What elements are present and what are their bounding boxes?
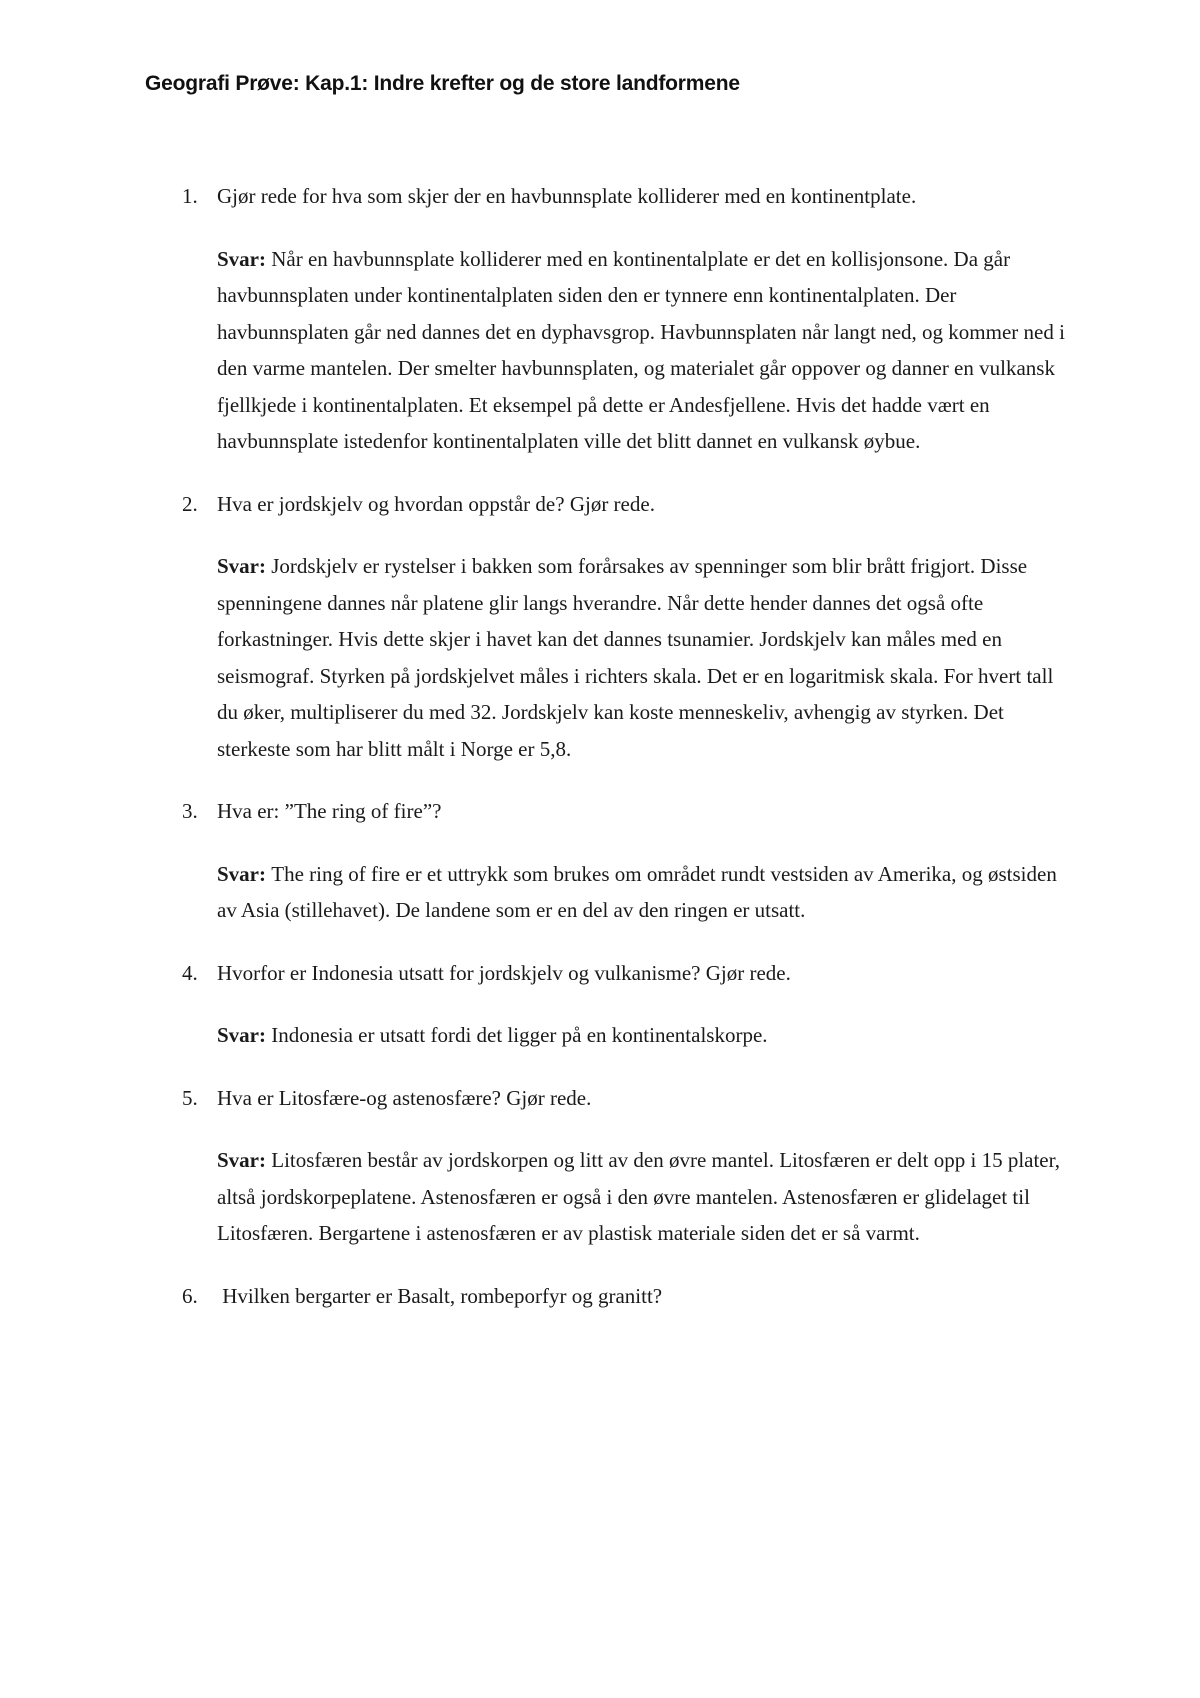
answer-block bbox=[217, 856, 1077, 929]
question-number: 6. bbox=[182, 1283, 198, 1308]
answer-text: Litosfæren består av jordskorpen og litt av den øvre mantel. Litosfæren er delt opp i 15 plater, altså jordskorpeplatene. Astenosfæren er også i den øvre mantelen. Astenosfæren er glidelaget til Litosfæren. Bergartene i astenosfæren er av plastisk materiale siden det er så varmt. bbox=[217, 1148, 1061, 1245]
question-number: 3. bbox=[182, 799, 198, 823]
question-text: Hva er jordskjelv og hvordan oppstår de? Gjør rede. bbox=[217, 491, 655, 516]
question-number: 4. bbox=[182, 960, 198, 985]
question-item bbox=[0, 486, 1200, 768]
answer-block bbox=[217, 1142, 1077, 1252]
answer-label: Svar: bbox=[217, 554, 272, 578]
question-text: Gjør rede for hva som skjer der en havbunnsplate kolliderer med en kontinentplate. bbox=[217, 184, 917, 208]
answer-block bbox=[217, 548, 1077, 767]
question-text: Hvorfor er Indonesia utsatt for jordskjelv og vulkanisme? Gjør rede. bbox=[217, 960, 791, 985]
answer-label: Svar: bbox=[217, 861, 272, 886]
answer-text: Indonesia er utsatt fordi det ligger på en kontinentalskorpe. bbox=[271, 1023, 768, 1047]
answer-text: The ring of fire er et uttrykk som brukes om området rundt vestsiden av Amerika, og østsiden av Asia (stillehavet). De landene som er en del av den ringen er utsatt. bbox=[217, 861, 1057, 922]
question-item bbox=[0, 1080, 1200, 1252]
question-item bbox=[0, 1278, 1200, 1315]
answer-text: Jordskjelv er rystelser i bakken som forårsakes av spenninger som blir brått frigjort. Disse spenningene dannes når platene glir langs hverandre. Når dette hender dannes det også ofte forkastninger. Hvis dette skjer i havet kan det dannes tsunamier. Jordskjelv kan måles med en seismograf. Styrken på jordskjelvet måles i richters skala. Det er en logaritmisk skala. For hvert tall du øker, multipliserer du med 32. Jordskjelv kan koste menneskeliv, avhengig av styrken. Det sterkeste som har blitt målt i Norge er 5,8. bbox=[217, 554, 1054, 761]
question-number: 5. bbox=[182, 1085, 198, 1110]
question-number: 2. bbox=[182, 491, 198, 516]
answer-label: Svar: bbox=[217, 1023, 272, 1047]
answer-block bbox=[217, 1017, 1077, 1054]
question-text: Hvilken bergarter er Basalt, rombeporfyr og granitt? bbox=[217, 1283, 663, 1308]
question-item bbox=[0, 793, 1200, 929]
question-list bbox=[0, 178, 1200, 1314]
question-item bbox=[0, 955, 1200, 1054]
question-number: 1. bbox=[182, 184, 198, 208]
answer-label: Svar: bbox=[217, 246, 272, 271]
answer-label: Svar: bbox=[217, 1148, 272, 1172]
page-title: Geografi Prøve: Kap.1: Indre krefter og de store landformene bbox=[145, 72, 740, 95]
answer-text: Når en havbunnsplate kolliderer med en kontinentalplate er det en kollisjonsone. Da går havbunnsplaten under kontinentalplaten siden den er tynnere enn kontinentalplaten. Der havbunnsplaten går ned dannes det en dyphavsgrop. Havbunnsplaten når langt ned, og kommer ned i den varme mantelen. Der smelter havbunnsplaten, og materialet går oppover og danner en vulkansk fjellkjede i kontinentalplaten. Et eksempel på dette er Andesfjellene. Hvis det hadde vært en havbunnsplate istedenfor kontinentalplaten ville det blitt dannet en vulkansk øybue. bbox=[217, 246, 1065, 453]
question-text: Hva er: ”The ring of fire”? bbox=[217, 799, 442, 823]
question-item bbox=[0, 178, 1200, 460]
answer-block bbox=[217, 241, 1077, 460]
question-text: Hva er Litosfære-og astenosfære? Gjør rede. bbox=[217, 1085, 592, 1110]
